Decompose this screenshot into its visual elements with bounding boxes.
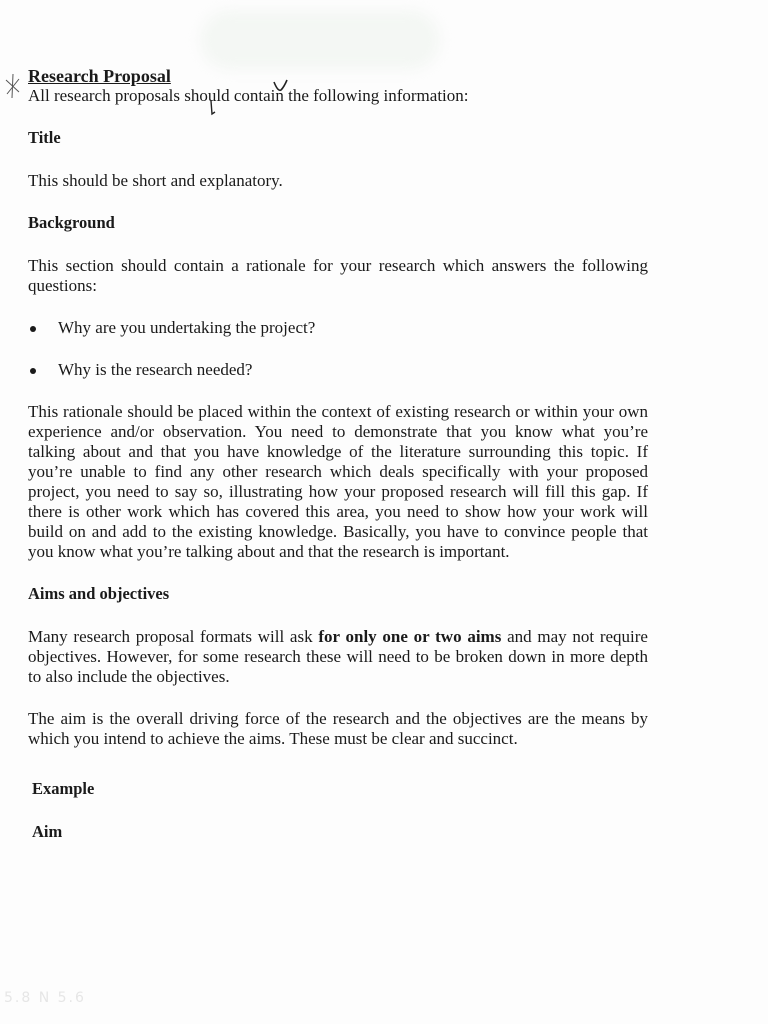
bullet-icon — [30, 368, 36, 374]
scan-smudge — [200, 10, 440, 70]
intro-text: All research proposals should contain the following information: — [28, 86, 469, 105]
background-text: This section should contain a rationale for your research which answers the following questions: — [28, 256, 648, 295]
aims-text-2: The aim is the overall driving force of the research and the objectives are the means by which you intend to achieve the aims. These must be clear and succinct. — [28, 709, 648, 748]
background-question-list — [28, 318, 648, 380]
rationale-text: This rationale should be placed within the context of existing research or within your own experience and/or observation. You need to demonstrate that you know what you’re talking about and that you have knowledge of the literature surrounding this topic. If you’re unable to find any other research which deals specifically with your proposed project, you need to say so, illustrating how your proposed research will fill this gap. If there is other work which has covered this area, you need to show how your work will build on and add to the existing knowledge. Basically, you have to convince people that you know what you’re talking about and that the research is important. — [28, 402, 648, 561]
list-item — [28, 360, 648, 380]
asterisk-mark-icon — [4, 72, 22, 100]
list-item-text: Why are you undertaking the project? — [58, 318, 316, 337]
bullet-icon — [30, 326, 36, 332]
document-body — [28, 66, 648, 842]
background-heading: Background — [28, 213, 115, 232]
document-title: Research Proposal — [28, 66, 171, 86]
example-block — [28, 779, 648, 842]
aims-text-after: and may not require objectives. However, for some research these will need to be broken down in more depth to also include the objectives. — [28, 627, 648, 686]
title-text: This should be short and explanatory. — [28, 171, 283, 190]
aims-text-before: Many research proposal formats will ask — [28, 627, 319, 646]
footer-watermark: 5.8 N 5.6 — [4, 990, 86, 1006]
aims-text — [28, 627, 648, 687]
aims-heading: Aims and objectives — [28, 584, 170, 603]
aims-text-bold: for only one or two aims — [318, 627, 502, 646]
title-heading: Title — [28, 128, 61, 147]
example-heading: Example — [32, 779, 95, 798]
aim-heading: Aim — [32, 822, 63, 841]
list-item-text: Why is the research needed? — [58, 360, 253, 379]
list-item — [28, 318, 648, 338]
